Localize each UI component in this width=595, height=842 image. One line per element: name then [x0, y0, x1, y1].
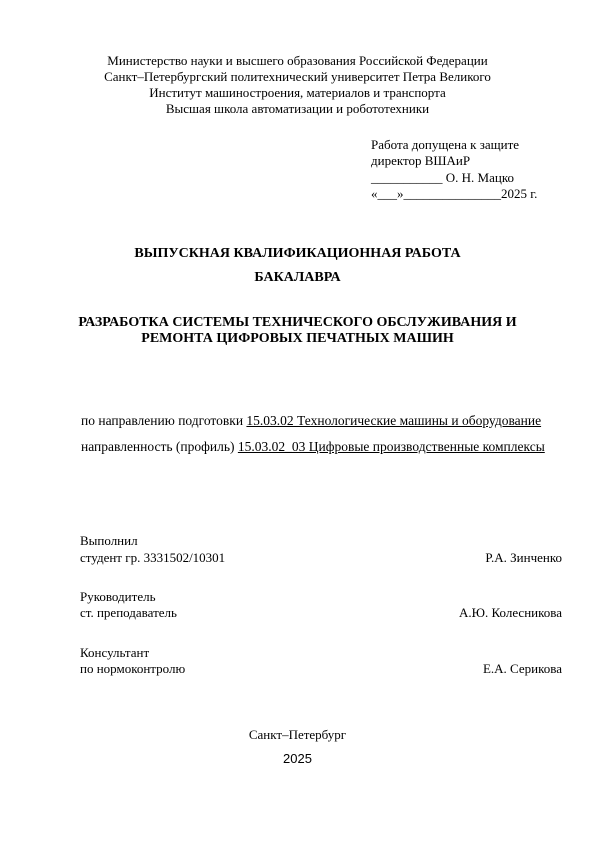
author-name: Р.А. Зинченко — [485, 550, 562, 565]
author-role: Выполнил — [80, 533, 138, 548]
consultant-role: Консультант — [80, 645, 150, 660]
approval-date-line: «___»_______________2025 г. — [371, 186, 538, 201]
approval-line-1: Работа допущена к защите — [371, 137, 520, 152]
profile-row — [81, 439, 545, 455]
city: Санкт–Петербург — [248, 727, 347, 742]
direction-label: по направлению подготовки — [81, 413, 244, 428]
supervisor-name: А.Ю. Колесникова — [458, 605, 562, 620]
year: 2025 — [283, 751, 312, 766]
profile-value: 15.03.02_03 Цифровые производственные комплексы — [237, 439, 545, 454]
work-type-line-1: ВЫПУСКНАЯ КВАЛИФИКАЦИОННАЯ РАБОТА — [134, 246, 461, 261]
author-position: студент гр. 3331502/10301 — [80, 550, 226, 565]
direction-row — [81, 413, 541, 429]
supervisor-role: Руководитель — [80, 589, 156, 604]
supervisor-position: ст. преподаватель — [80, 605, 177, 620]
ministry-line: Министерство науки и высшего образования Российской Федерации — [107, 53, 488, 68]
consultant-name: Е.А. Серикова — [482, 661, 562, 676]
institute-line: Институт машиностроения, материалов и транспорта — [149, 85, 446, 100]
topic-line-1: РАЗРАБОТКА СИСТЕМЫ ТЕХНИЧЕСКОГО ОБСЛУЖИВАНИЯ И — [78, 315, 517, 330]
consultant-position: по нормоконтролю — [80, 661, 186, 676]
direction-value: 15.03.02 Технологические машины и оборудование — [246, 413, 542, 428]
profile-label: направленность (профиль) — [81, 439, 235, 454]
approval-signature-line: ___________ О. Н. Мацко — [371, 170, 514, 185]
work-type-line-2: БАКАЛАВРА — [254, 270, 341, 285]
topic-line-2: РЕМОНТА ЦИФРОВЫХ ПЕЧАТНЫХ МАШИН — [141, 331, 454, 346]
school-line: Высшая школа автоматизации и робототехники — [165, 101, 430, 116]
university-line: Санкт–Петербургский политехнический университет Петра Великого — [104, 69, 491, 84]
approval-line-2: директор ВШАиР — [371, 153, 471, 168]
